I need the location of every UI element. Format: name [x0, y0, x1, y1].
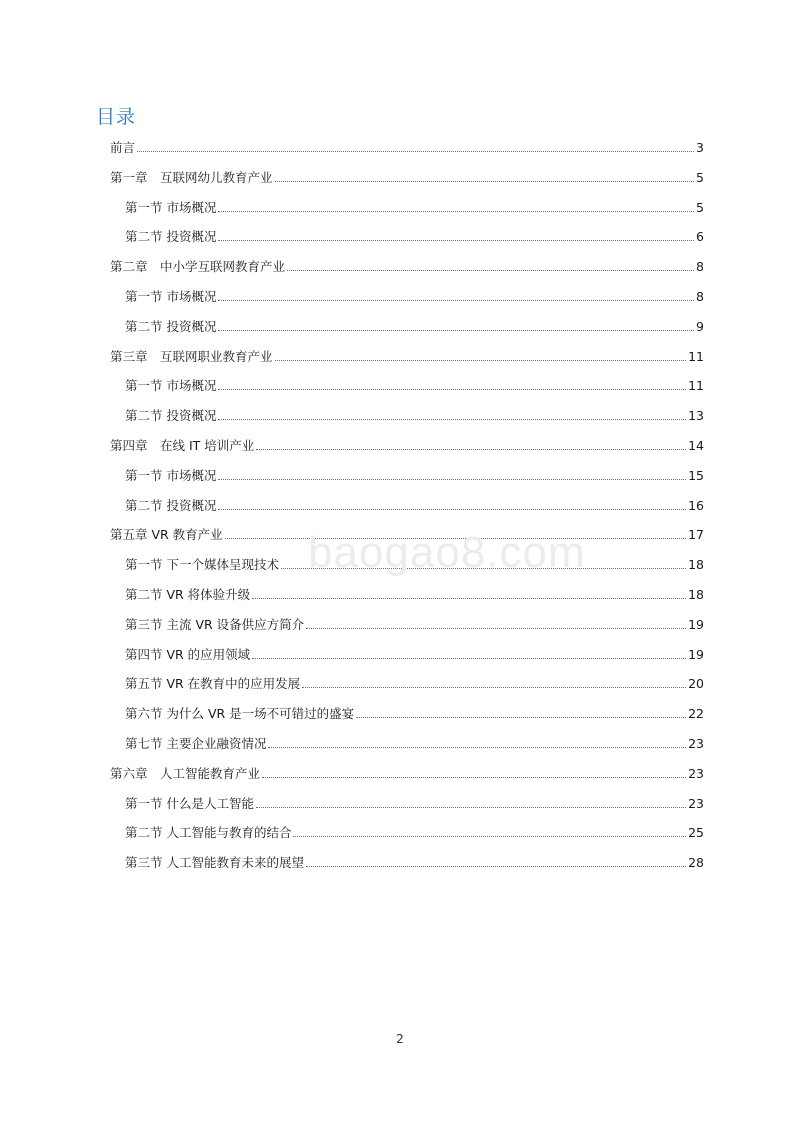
toc-leader-dots: [218, 329, 694, 331]
toc-entry-page: 20: [688, 676, 704, 692]
toc-entry-text: 第二节 投资概况: [125, 497, 217, 513]
toc-entry-page: 6: [696, 229, 704, 245]
toc-entry-page: 3: [696, 140, 704, 155]
toc-entry-text: 第二节 人工智能与教育的结合: [125, 825, 292, 841]
toc-leader-dots: [268, 746, 686, 748]
page-number: 2: [396, 1032, 404, 1046]
toc-entry-text: 第五章 VR 教育产业: [110, 527, 223, 543]
toc-entry-text: 第三节 主流 VR 设备供应方简介: [125, 616, 305, 632]
toc-entry-page: 17: [688, 527, 704, 543]
toc-entry-text: 第六节 为什么 VR 是一场不可错过的盛宴: [125, 706, 355, 722]
toc-entry-text: 第三节 人工智能教育未来的展望: [125, 855, 304, 871]
toc-entry-page: 16: [688, 497, 704, 513]
toc-entry-page: 8: [696, 259, 704, 275]
toc-entry-text: 第二节 投资概况: [125, 318, 217, 334]
toc-leader-dots: [137, 150, 694, 152]
toc-entry-text: 第一节 市场概况: [125, 199, 217, 215]
toc-entry-page: 8: [696, 289, 704, 304]
toc-entry-page: 23: [688, 795, 704, 811]
toc-leader-dots: [256, 806, 686, 808]
toc-leader-dots: [275, 359, 687, 361]
toc-entry-page: 11: [688, 348, 704, 364]
toc-entry-page: 23: [688, 765, 704, 781]
toc-entry-text: 第二节 VR 将体验升级: [125, 587, 251, 602]
toc-leader-dots: [256, 448, 686, 450]
toc-entry-text: 第一节 市场概况: [125, 467, 217, 483]
toc-entry[interactable]: [110, 760, 704, 782]
toc-entry-text: 第一节 市场概况: [125, 378, 217, 394]
toc-leader-dots: [356, 716, 686, 718]
toc-leader-dots: [218, 210, 694, 212]
toc-entry-text: 第一节 什么是人工智能: [125, 795, 254, 811]
toc-entry-page: 28: [688, 855, 704, 871]
toc-entry-text: 第五节 VR 在教育中的应用发展: [125, 676, 301, 692]
toc-leader-dots: [293, 835, 686, 837]
toc-entry[interactable]: [110, 432, 704, 454]
toc-entry-page: 15: [688, 467, 704, 483]
toc-entry[interactable]: [125, 700, 704, 722]
toc-leader-dots: [252, 657, 686, 659]
toc-leader-dots: [218, 388, 686, 390]
toc-leader-dots: [262, 776, 686, 778]
toc-entry-page: 19: [688, 616, 704, 632]
toc-leader-dots: [275, 180, 695, 182]
toc-entry[interactable]: [125, 730, 704, 752]
toc-entry-page: 5: [696, 169, 704, 185]
toc-entry[interactable]: [110, 343, 704, 365]
toc-title: 目录: [96, 106, 137, 128]
toc-leader-dots: [218, 239, 694, 241]
toc-entry-text: 第一节 下一个媒体呈现技术: [125, 557, 279, 573]
toc-entry-text: 第一节 市场概况: [125, 289, 217, 304]
toc-entry-text: 第四节 VR 的应用领域: [125, 646, 251, 662]
toc-entry[interactable]: [125, 402, 704, 424]
toc-entry[interactable]: [110, 253, 704, 275]
toc-entry[interactable]: [125, 611, 704, 633]
toc-entry[interactable]: [110, 164, 704, 186]
toc-entry-page: 14: [688, 438, 704, 453]
toc-entry-text: 第三章 互联网职业教育产业: [110, 348, 273, 364]
toc-entry[interactable]: [125, 223, 704, 245]
toc-entry[interactable]: [125, 819, 704, 841]
toc-entry-page: 22: [688, 706, 704, 722]
toc-entry[interactable]: [125, 194, 704, 216]
toc-entry-text: 前言: [110, 140, 136, 155]
toc-leader-dots: [218, 478, 686, 480]
toc-entry-text: 第二节 投资概况: [125, 408, 217, 424]
toc-entry[interactable]: [125, 581, 704, 603]
toc-entry[interactable]: [125, 492, 704, 514]
toc-entry-text: 第四章 在线 IT 培训产业: [110, 438, 255, 453]
toc-entry[interactable]: [125, 372, 704, 394]
toc-entry[interactable]: [125, 670, 704, 692]
toc-entry-page: 11: [688, 378, 704, 394]
toc-entry-text: 第一章 互联网幼儿教育产业: [110, 169, 273, 185]
toc-entry-text: 第二节 投资概况: [125, 229, 217, 245]
toc-entry-text: 第二章 中小学互联网教育产业: [110, 259, 286, 275]
toc-entry-page: 13: [688, 408, 704, 424]
toc-entry-page: 18: [688, 557, 704, 573]
toc-entry[interactable]: [125, 849, 704, 871]
toc-leader-dots: [252, 597, 686, 599]
toc-leader-dots: [218, 299, 694, 301]
toc-entry-page: 5: [696, 199, 704, 215]
toc-entry-page: 19: [688, 646, 704, 662]
toc-leader-dots: [302, 686, 686, 688]
toc-entry[interactable]: [125, 790, 704, 812]
toc-entry-text: 第六章 人工智能教育产业: [110, 765, 261, 781]
toc-leader-dots: [287, 269, 694, 271]
toc-entry[interactable]: [125, 313, 704, 335]
toc-entry[interactable]: [125, 462, 704, 484]
toc-entry[interactable]: [125, 283, 704, 305]
watermark: baogao8.com: [308, 528, 586, 577]
toc-entry[interactable]: [110, 134, 704, 156]
toc-leader-dots: [218, 508, 686, 510]
toc-entry[interactable]: [125, 641, 704, 663]
toc-leader-dots: [218, 418, 686, 420]
toc-entry-page: 18: [688, 587, 704, 602]
toc-entry-page: 9: [696, 318, 704, 334]
toc-entry-page: 23: [688, 736, 704, 751]
toc-entry-text: 第七节 主要企业融资情况: [125, 736, 267, 751]
toc-leader-dots: [306, 627, 686, 629]
toc-leader-dots: [306, 865, 686, 867]
toc-entry-page: 25: [688, 825, 704, 841]
